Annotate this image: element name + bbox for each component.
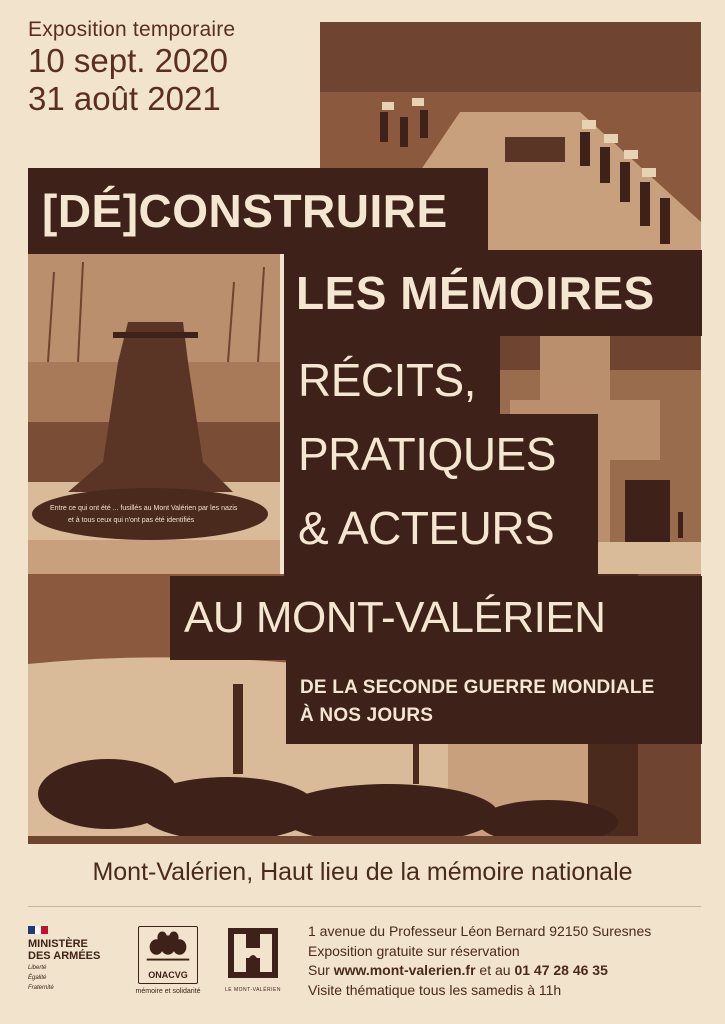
period-line-1: DE LA SECONDE GUERRE MONDIALE	[300, 677, 655, 698]
date-end: 31 août 2021	[28, 80, 221, 117]
phone-number[interactable]: 01 47 28 46 35	[514, 962, 608, 978]
footer-divider	[28, 906, 701, 907]
entry-info: Exposition gratuite sur réservation	[308, 942, 520, 959]
date-start: 10 sept. 2020	[28, 42, 228, 79]
visit-info	[308, 922, 708, 1000]
place-block	[170, 576, 702, 660]
onacvg-logo	[128, 926, 208, 1006]
mont-valerien-sub: LE MONT-VALÉRIEN	[225, 987, 281, 993]
subtitle-line-2: PRATIQUES	[298, 428, 556, 480]
exhibition-kicker: Exposition temporaire	[28, 18, 236, 41]
onacvg-sub: mémoire et solidarité	[135, 988, 201, 995]
memorial-bell-drawing	[28, 252, 280, 578]
subtitle-block	[284, 332, 556, 576]
onacvg-emblem	[138, 926, 198, 984]
period-block	[286, 660, 702, 744]
exhibition-dates	[28, 18, 235, 118]
ministere-line-2: DES ARMÉES	[28, 950, 101, 962]
ministere-armees-logo	[28, 926, 118, 996]
ministere-motto-3: Fraternité	[28, 985, 54, 991]
french-flag-icon	[28, 926, 48, 934]
poppy-icon	[139, 927, 197, 967]
ministere-motto-2: Égalité	[28, 975, 47, 981]
onacvg-name: ONACVG	[148, 970, 188, 980]
mont-valerien-logo	[218, 926, 288, 996]
title-line-2	[284, 250, 702, 336]
phone-prefix: et au	[475, 962, 515, 978]
website-link[interactable]: www.mont-valerien.fr	[333, 962, 476, 978]
title-line-1	[28, 168, 488, 254]
tagline: Mont-Valérien, Haut lieu de la mémoire nationale	[92, 858, 633, 886]
title-memoires: LES MÉMOIRES	[296, 267, 655, 319]
ministere-motto-1: Liberté	[28, 965, 47, 971]
mont-valerien-emblem-icon	[226, 926, 280, 980]
visit-schedule: Visite thématique tous les samedis à 11h	[308, 981, 562, 998]
address: 1 avenue du Professeur Léon Bernard 92150 Suresnes	[308, 923, 652, 939]
subtitle-line-1: RÉCITS,	[298, 354, 476, 406]
title-deconstruire: [DÉ]CONSTRUIRE	[42, 185, 448, 237]
contact-line	[308, 961, 708, 981]
bell-inscription-2: et à tous ceux qui n'ont pas été identifiés	[68, 517, 195, 524]
place-title: AU MONT-VALÉRIEN	[184, 593, 606, 642]
bell-inscription-1: Entre ce qui ont été ... fusillés au Mont Valérien par les nazis	[50, 505, 238, 512]
web-prefix: Sur	[308, 962, 334, 978]
ministere-line-1: MINISTÈRE	[28, 938, 88, 950]
period-line-2: À NOS JOURS	[300, 705, 434, 726]
memorial-bell-photo	[28, 252, 280, 578]
subtitle-line-3: & ACTEURS	[298, 502, 555, 554]
